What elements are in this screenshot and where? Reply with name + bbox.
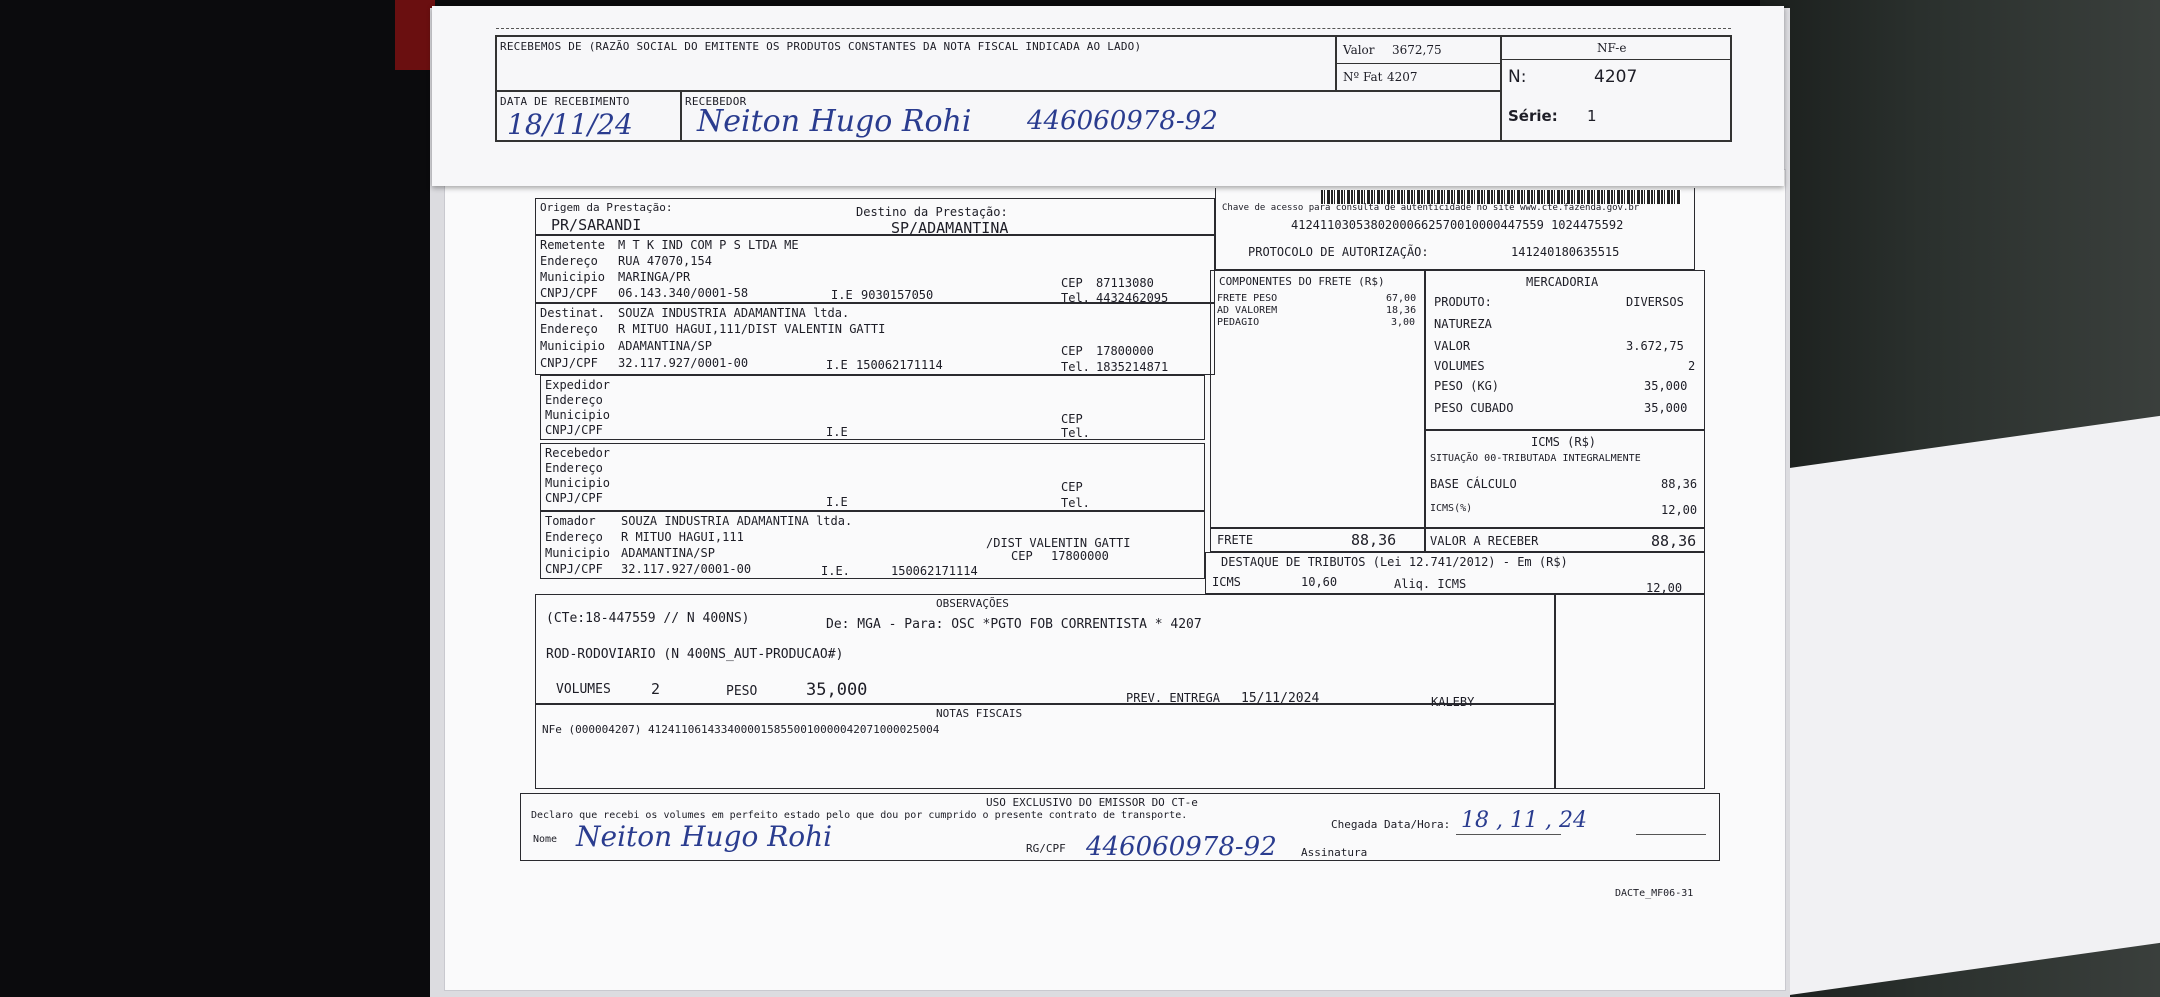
tributos-aliq-value: 12,00 — [1646, 581, 1683, 595]
frete-label: FRETE — [1217, 533, 1254, 547]
remetente-cnpj-label: CNPJ/CPF — [540, 286, 598, 300]
destinatario-cnpj-label: CNPJ/CPF — [540, 356, 598, 370]
base-calculo-value: 88,36 — [1661, 477, 1698, 491]
uso-declaro: Declaro que recebi os volumes em perfeito estado pelo que dou por cumprido o presente contrato de transporte. — [531, 810, 1188, 821]
peso-cubado-label: PESO CUBADO — [1434, 401, 1514, 415]
notas-title: NOTAS FISCAIS — [936, 707, 1023, 720]
destinatario-mun-label: Municipio — [540, 339, 606, 353]
chave-value: 41241103053802000662570010000447559 1024475592 — [1291, 218, 1624, 232]
recebedor-cell — [681, 91, 1501, 141]
componente-name: PEDAGIO — [1217, 317, 1260, 328]
obs-line-1a: (CTe:18-447559 // N 400NS) — [546, 611, 750, 626]
volumes-label: VOLUMES — [1434, 359, 1485, 373]
remetente-cep: 87113080 — [1096, 276, 1154, 290]
tomador-nome: SOUZA INDUSTRIA ADAMANTINA ltda. — [621, 514, 853, 528]
chegada-line — [1456, 834, 1561, 835]
icms-title: ICMS (R$) — [1531, 435, 1597, 449]
destinatario-ie: 150062171114 — [856, 358, 943, 372]
tributos-icms-value: 10,60 — [1301, 575, 1338, 589]
nfat-label: Nº Fat — [1343, 70, 1383, 84]
obs-line-2: ROD-RODOVIARIO (N 400NS_AUT-PRODUCAO#) — [546, 647, 844, 662]
nfe-label: NF-e — [1597, 41, 1627, 55]
obs-volumes-value: 2 — [651, 680, 661, 698]
destinatario-endereco: R MITUO HAGUI,111/DIST VALENTIN GATTI — [618, 322, 886, 336]
base-calculo-label: BASE CÁLCULO — [1430, 477, 1517, 491]
destinatario-cep-label: CEP — [1061, 344, 1083, 358]
componente-value: 3,00 — [1391, 317, 1416, 328]
chegada-label: Chegada Data/Hora: — [1331, 818, 1451, 831]
remetente-ie-label: I.E — [831, 288, 853, 302]
tributos-icms-label: ICMS — [1212, 575, 1241, 589]
protocolo-value: 141240180635515 — [1511, 245, 1620, 259]
data-recebimento-cell — [496, 91, 681, 141]
recebedor-signature: Neiton Hugo Rohi — [697, 104, 972, 139]
remetente-ie: 9030157050 — [861, 288, 934, 302]
tributos-box — [1205, 552, 1705, 594]
recebedor-cep-label: CEP — [1061, 480, 1083, 494]
nfat-value: 4207 — [1387, 70, 1418, 84]
uso-rg-handwritten: 446060978-92 — [1086, 832, 1277, 862]
dacte-footer: DACTe_MF06-31 — [1615, 888, 1694, 899]
kaleby-text: KALEBY — [1431, 695, 1475, 709]
protocolo-label: PROTOCOLO DE AUTORIZAÇÃO: — [1248, 245, 1429, 259]
uso-nome-label: Nome — [533, 834, 558, 845]
produto-label: PRODUTO: — [1434, 295, 1492, 309]
icms-aliquota-value: 12,00 — [1661, 503, 1698, 517]
obs-line-1b: De: MGA - Para: OSC *PGTO FOB CORRENTISTA * 4207 — [826, 617, 1202, 632]
expedidor-mun-label: Municipio — [545, 408, 611, 422]
expedidor-cnpj-label: CNPJ/CPF — [545, 423, 603, 437]
destinatario-label: Destinat. — [540, 306, 606, 320]
destinatario-ie-label: I.E — [826, 358, 848, 372]
valor-label: Valor — [1343, 43, 1375, 57]
remetente-municipio: MARINGA/PR — [618, 270, 691, 284]
tomador-box — [540, 511, 1205, 579]
serie-label: Série: — [1508, 107, 1558, 125]
uso-rg-label: RG/CPF — [1026, 842, 1066, 855]
expedidor-cep-label: CEP — [1061, 412, 1083, 426]
expedidor-tel-label: Tel. — [1061, 426, 1090, 440]
tomador-ie-label: I.E. — [821, 564, 850, 578]
chave-label: Chave de acesso para consulta de autenticidade no site www.cte.fazenda.gov.br — [1222, 203, 1640, 213]
remetente-end-label: Endereço — [540, 254, 598, 268]
componente-name: AD VALOREM — [1217, 305, 1278, 316]
serie-value: 1 — [1587, 107, 1597, 125]
remetente-box — [535, 235, 1215, 303]
background-object — [395, 0, 435, 70]
recebemos-cell — [496, 36, 1336, 91]
prev-entrega-label: PREV. ENTREGA — [1126, 691, 1220, 705]
recebemos-label: RECEBEMOS DE (RAZÃO SOCIAL DO EMITENTE OS PRODUTOS CONSTANTES DA NOTA FISCAL INDICADA AO LADO) — [500, 40, 1142, 53]
produto-value: DIVERSOS — [1626, 295, 1684, 309]
assinatura-label: Assinatura — [1301, 846, 1368, 859]
remetente-tel-label: Tel. — [1061, 291, 1090, 305]
icms-aliquota-label: ICMS(%) — [1430, 503, 1473, 514]
recebedor-cnpj-label: CNPJ/CPF — [545, 491, 603, 505]
remetente-nome: M T K IND COM P S LTDA ME — [618, 238, 799, 252]
chegada-handwritten: 18 , 11 , 24 — [1461, 808, 1587, 833]
peso-value: 35,000 — [1644, 379, 1688, 393]
remetente-tel: 4432462095 — [1096, 291, 1169, 305]
mercadoria-title: MERCADORIA — [1526, 275, 1599, 289]
destinatario-nome: SOUZA INDUSTRIA ADAMANTINA ltda. — [618, 306, 850, 320]
componentes-box — [1210, 270, 1425, 528]
tear-line — [496, 28, 1731, 29]
tomador-cep-label: CEP — [1011, 549, 1033, 563]
origem-label: Origem da Prestação: — [540, 201, 673, 214]
prev-entrega-value: 15/11/2024 — [1241, 691, 1320, 706]
componente-value: 18,36 — [1386, 305, 1417, 316]
background-paper — [1775, 416, 2160, 997]
tomador-cnpj-label: CNPJ/CPF — [545, 562, 603, 576]
notas-nfe: NFe (000004207) 41241106143340000158550010000042071000025004 — [542, 723, 940, 736]
valor-value: 3672,75 — [1392, 43, 1442, 57]
remetente-cnpj: 06.143.340/0001-58 — [618, 286, 749, 300]
tomador-municipio: ADAMANTINA/SP — [621, 546, 715, 560]
componentes-title: COMPONENTES DO FRETE (R$) — [1219, 275, 1385, 288]
data-recebimento-label: DATA DE RECEBIMENTO — [500, 95, 630, 108]
mercadoria-box — [1425, 270, 1705, 430]
receipt-slip-form — [495, 35, 1732, 142]
origem-value: PR/SARANDI — [551, 216, 642, 234]
componente-name: FRETE PESO — [1217, 293, 1278, 304]
valor-receber-label: VALOR A RECEBER — [1430, 534, 1539, 548]
frete-total-box — [1210, 528, 1425, 552]
remetente-mun-label: Municipio — [540, 270, 606, 284]
natureza-label: NATUREZA — [1434, 317, 1492, 331]
peso-label: PESO (KG) — [1434, 379, 1500, 393]
divider — [1502, 59, 1730, 60]
nfe-number-label: N: — [1508, 67, 1527, 87]
tomador-endereco2: /DIST VALENTIN GATTI — [986, 536, 1131, 550]
barcode — [1321, 190, 1681, 204]
uso-title: USO EXCLUSIVO DO EMISSOR DO CT-e — [986, 796, 1198, 809]
expedidor-ie-label: I.E — [826, 425, 848, 439]
tomador-cnpj: 32.117.927/0001-00 — [621, 562, 752, 576]
tomador-label: Tomador — [545, 514, 596, 528]
recebedor-label: RECEBEDOR — [685, 95, 747, 108]
recebedor-tel-label: Tel. — [1061, 496, 1090, 510]
icms-situacao: SITUAÇÃO 00-TRIBUTADA INTEGRALMENTE — [1430, 453, 1641, 464]
componente-value: 67,00 — [1386, 293, 1417, 304]
obs-peso-value: 35,000 — [806, 680, 868, 700]
destinatario-tel: 1835214871 — [1096, 360, 1169, 374]
nfe-number: 4207 — [1594, 67, 1638, 87]
tributos-title: DESTAQUE DE TRIBUTOS (Lei 12.741/2012) - Em (R$) — [1221, 555, 1568, 569]
origem-destino-box — [535, 198, 1215, 235]
destinatario-tel-label: Tel. — [1061, 360, 1090, 374]
destinatario-cep: 17800000 — [1096, 344, 1154, 358]
destinatario-municipio: ADAMANTINA/SP — [618, 339, 712, 353]
recebedor-mun-label: Municipio — [545, 476, 611, 490]
tomador-ie: 150062171114 — [891, 564, 978, 578]
tomador-endereco: R MITUO HAGUI,111 — [621, 530, 744, 544]
remetente-cep-label: CEP — [1061, 276, 1083, 290]
peso-cubado-value: 35,000 — [1644, 401, 1688, 415]
tomador-cep: 17800000 — [1051, 549, 1109, 563]
hora-line — [1636, 834, 1706, 835]
volumes-value: 2 — [1688, 359, 1696, 373]
obs-volumes-label: VOLUMES — [556, 682, 611, 697]
tributos-aliq-label: Aliq. ICMS — [1394, 577, 1467, 591]
expedidor-box — [540, 375, 1205, 440]
obs-peso-label: PESO — [726, 684, 758, 699]
valor-value: 3.672,75 — [1626, 339, 1684, 353]
destinatario-box — [535, 303, 1215, 375]
observacoes-box — [535, 594, 1555, 709]
nfe-cell — [1501, 36, 1731, 141]
right-blank-box — [1555, 594, 1705, 789]
recebedor-box-label: Recebedor — [545, 446, 611, 460]
recebedor-doc-handwritten: 446060978-92 — [1027, 106, 1218, 136]
destinatario-end-label: Endereço — [540, 322, 598, 336]
uso-nome-signature: Neiton Hugo Rohi — [576, 820, 833, 853]
recebedor-ie-label: I.E — [826, 495, 848, 509]
valor-label: VALOR — [1434, 339, 1471, 353]
valor-receber-box — [1425, 528, 1705, 552]
destinatario-cnpj: 32.117.927/0001-00 — [618, 356, 749, 370]
remetente-label: Remetente — [540, 238, 606, 252]
recebedor-box — [540, 443, 1205, 511]
valor-receber-value: 88,36 — [1651, 532, 1697, 550]
icms-box — [1425, 430, 1705, 528]
expedidor-end-label: Endereço — [545, 393, 603, 407]
expedidor-label: Expedidor — [545, 378, 611, 392]
destino-value: SP/ADAMANTINA — [891, 219, 1009, 237]
tomador-mun-label: Municipio — [545, 546, 611, 560]
divider — [1337, 63, 1500, 64]
notas-fiscais-box — [535, 704, 1555, 789]
chave-box — [1215, 188, 1695, 270]
valor-cell — [1336, 36, 1501, 91]
recebedor-end-label: Endereço — [545, 461, 603, 475]
destino-label: Destino da Prestação: — [856, 205, 1008, 219]
frete-value: 88,36 — [1351, 531, 1397, 549]
dacte-frame — [520, 188, 1710, 908]
data-recebimento-handwritten: 18/11/24 — [507, 108, 633, 141]
uso-exclusivo-box — [520, 793, 1720, 861]
remetente-endereco: RUA 47070,154 — [618, 254, 712, 268]
observacoes-title: OBSERVAÇÕES — [936, 597, 1009, 610]
tomador-end-label: Endereço — [545, 530, 603, 544]
